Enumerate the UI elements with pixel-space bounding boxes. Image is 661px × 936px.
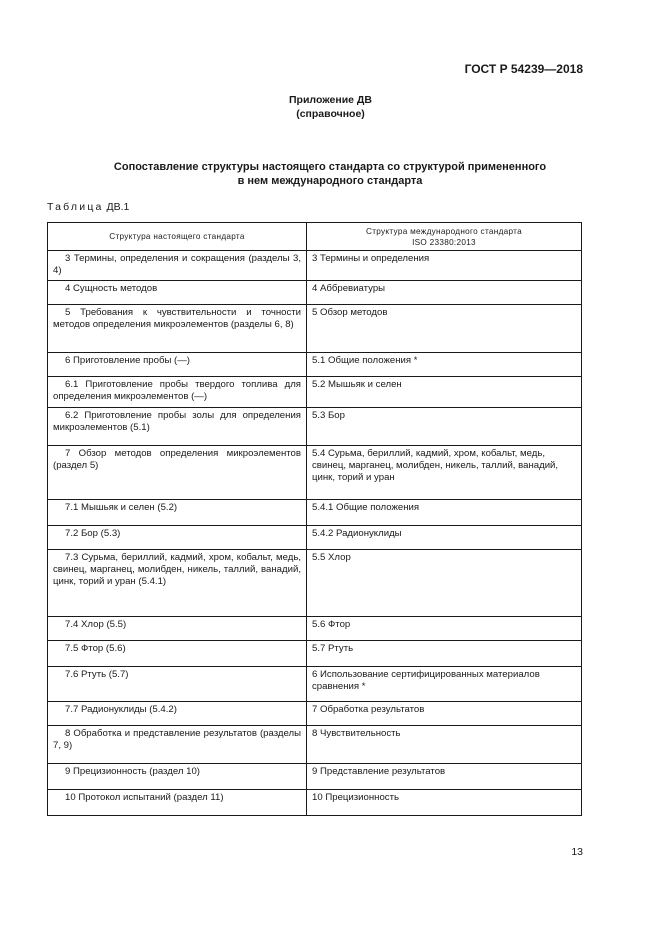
annex-title: Приложение ДВ [289,94,372,106]
table-cell-international-standard: 3 Термины и определения [307,251,582,281]
table-cell-this-standard: 7.1 Мышьяк и селен (5.2) [48,500,307,526]
table-cell-this-standard: 7.4 Хлор (5.5) [48,617,307,641]
section-heading-line-2: в нем международного стандарта [237,175,423,187]
table-row [48,446,582,500]
table-row [48,526,582,550]
table-row [48,281,582,305]
table-cell-this-standard: 4 Сущность методов [48,281,307,305]
comparison-table [47,222,582,816]
col-header-international-standard [307,223,582,251]
table-cell-international-standard: 5 Обзор методов [307,305,582,353]
table-row [48,764,582,790]
table-cell-this-standard: 3 Термины, определения и сокращения (разделы 3, 4) [48,251,307,281]
table-cell-international-standard: 5.2 Мышьяк и селен [307,377,582,408]
col-header-international-line-2: ISO 23380:2013 [412,237,476,247]
table-cell-this-standard: 7.5 Фтор (5.6) [48,641,307,667]
table-cell-international-standard: 5.1 Общие положения * [307,353,582,377]
annex-heading [0,93,661,121]
table-cell-international-standard: 4 Аббревиатуры [307,281,582,305]
table-cell-this-standard: 10 Протокол испытаний (раздел 11) [48,790,307,816]
table-cell-international-standard: 5.6 Фтор [307,617,582,641]
table-row [48,500,582,526]
table-row [48,353,582,377]
table-cell-this-standard: 6.2 Приготовление пробы золы для определения микроэлементов (5.1) [48,408,307,446]
table-cell-international-standard: 5.5 Хлор [307,550,582,617]
table-cell-this-standard: 7 Обзор методов определения микроэлементов (раздел 5) [48,446,307,500]
table-row [48,408,582,446]
table-row [48,617,582,641]
table-cell-international-standard: 7 Обработка результатов [307,702,582,726]
table-cell-this-standard: 7.2 Бор (5.3) [48,526,307,550]
table-cell-this-standard: 9 Прецизионность (раздел 10) [48,764,307,790]
table-cell-this-standard: 7.6 Ртуть (5.7) [48,667,307,702]
table-cell-international-standard: 5.7 Ртуть [307,641,582,667]
table-cell-international-standard: 8 Чувствительность [307,726,582,764]
section-heading [60,160,600,188]
table-cell-international-standard: 5.3 Бор [307,408,582,446]
table-row [48,550,582,617]
table-cell-international-standard: 5.4.1 Общие положения [307,500,582,526]
table-cell-this-standard: 7.7 Радионуклиды (5.4.2) [48,702,307,726]
table-row [48,251,582,281]
table-cell-this-standard: 7.3 Сурьма, бериллий, кадмий, хром, кобальт, медь, свинец, марганец, молибден, никель, таллий, ванадий, цинк, торий и уран (5.4.1) [48,550,307,617]
table-cell-international-standard: 5.4 Сурьма, бериллий, кадмий, хром, кобальт, медь, свинец, марганец, молибден, никель, таллий, ванадий, цинк, торий и уран [307,446,582,500]
table-cell-this-standard: 5 Требования к чувствительности и точности методов определения микроэлементов (разделы 6, 8) [48,305,307,353]
annex-subtitle: (справочное) [296,108,365,120]
table-cell-this-standard: 8 Обработка и представление результатов (разделы 7, 9) [48,726,307,764]
table-cell-this-standard: 6.1 Приготовление пробы твердого топлива для определения микроэлементов (—) [48,377,307,408]
table-row [48,667,582,702]
table-row [48,790,582,816]
table-row [48,702,582,726]
col-header-international-line-1: Структура международного стандарта [366,226,522,236]
table-cell-international-standard: 5.4.2 Радионуклиды [307,526,582,550]
col-header-this-standard: Структура настоящего стандарта [48,223,307,251]
table-caption [47,201,129,213]
table-row [48,641,582,667]
section-heading-line-1: Сопоставление структуры настоящего стандарта со структурой примененного [113,161,547,173]
table-cell-international-standard: 9 Представление результатов [307,764,582,790]
table-cell-this-standard: 6 Приготовление пробы (—) [48,353,307,377]
table-row [48,305,582,353]
table-row [48,377,582,408]
table-caption-id: ДВ.1 [106,201,130,213]
table-body [48,251,582,816]
table-header-row [48,223,582,251]
standard-code: ГОСТ Р 54239—2018 [464,62,583,76]
table-cell-international-standard: 6 Использование сертифицированных материалов сравнения * [307,667,582,702]
page-number: 13 [571,846,583,858]
table-cell-international-standard: 10 Прецизионность [307,790,582,816]
table-row [48,726,582,764]
table-caption-word: Таблица [47,201,104,213]
